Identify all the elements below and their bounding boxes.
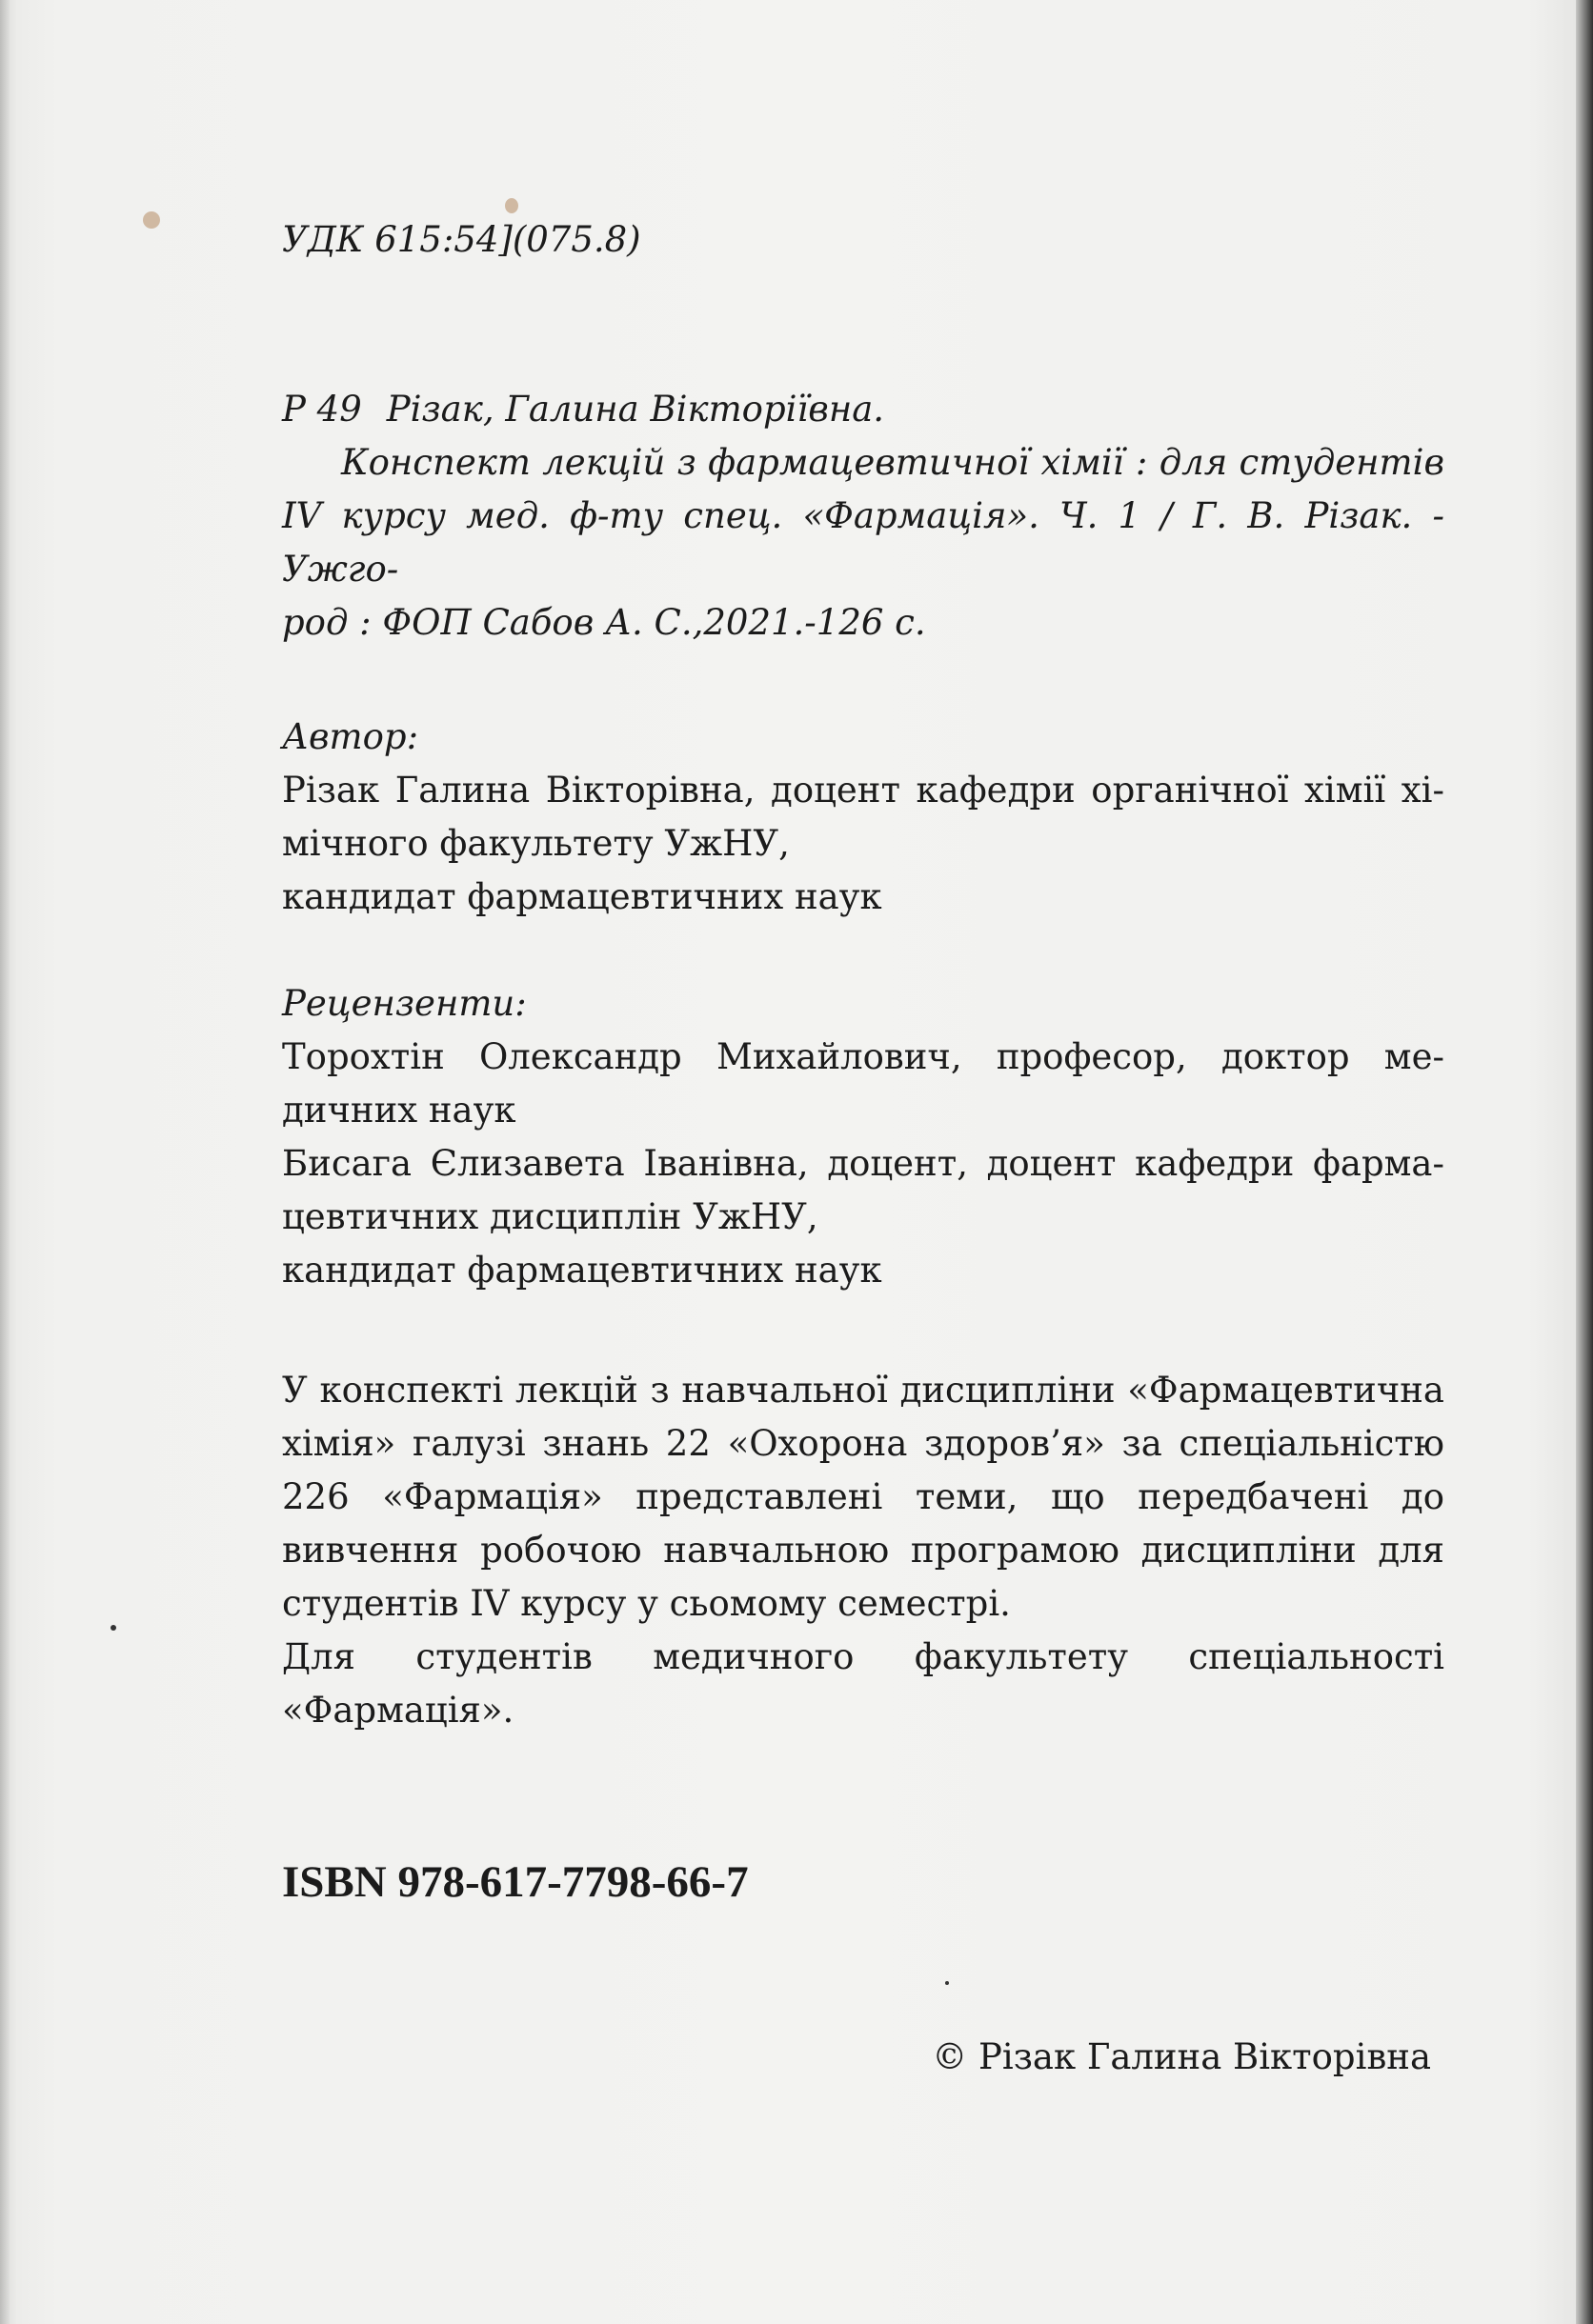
- paper-stain: [143, 211, 160, 229]
- reviewer-line: кандидат фармацевтичних наук: [282, 1250, 882, 1291]
- bibliographic-description-line: Конспект лекцій з фармацевтичної хімії : для студентів: [341, 442, 1444, 483]
- author-heading-label: Автор:: [282, 716, 419, 757]
- scan-edge-left: [0, 0, 10, 2324]
- reviewers-section: [282, 977, 1444, 1297]
- isbn-text: ISBN 978-617-7798-66-7: [282, 1857, 749, 1907]
- annotation-line: Для студентів медичного факультету спеціальності: [282, 1636, 1444, 1677]
- annotation-line: хімія» галузі знань 22 «Охорона здоров’я» за спеціальністю: [282, 1423, 1444, 1464]
- author-line: мічного факультету УжНУ,: [282, 823, 790, 864]
- paper-speck: [945, 1981, 949, 1985]
- reviewer-line: Бисага Єлизавета Іванівна, доцент, доцент кафедри фарма-: [282, 1143, 1444, 1184]
- bibliographic-description-line: род : ФОП Сабов А. С.,2021.-126 с.: [282, 602, 926, 643]
- bibliographic-description-line: IV курсу мед. ф-ту спец. «Фармація». Ч. 1 / Г. В. Різак. - Ужго-: [282, 495, 1444, 590]
- bibliographic-heading: [282, 383, 1444, 436]
- scan-edge-right: [1576, 0, 1593, 2324]
- annotation-line: «Фармація».: [282, 1690, 514, 1731]
- reviewer-line: цевтичних дисциплін УжНУ,: [282, 1196, 818, 1237]
- reviewers-heading-label: Рецензенти:: [282, 983, 527, 1024]
- reviewer-line: Торохтін Олександр Михайлович, професор, доктор ме-: [282, 1036, 1444, 1077]
- udk-classification: [282, 213, 1444, 267]
- annotation-line: студентів IV курсу у сьомому семестрі.: [282, 1583, 1011, 1624]
- annotation-line: 226 «Фармація» представлені теми, що передбачені до: [282, 1476, 1444, 1517]
- library-index: Р 49: [282, 389, 362, 430]
- author-line: Різак Галина Вікторівна, доцент кафедри органічної хімії хі-: [282, 770, 1444, 811]
- author-line: кандидат фармацевтичних наук: [282, 876, 882, 917]
- isbn-number: [282, 1853, 1444, 1911]
- annotation-section: [282, 1364, 1444, 1737]
- author-section: [282, 711, 1444, 924]
- paper-stain: [505, 198, 518, 213]
- paper-speck: [111, 1625, 116, 1631]
- annotation-line: У конспекті лекцій з навчальної дисципліни «Фармацевтична: [282, 1370, 1444, 1411]
- annotation-line: вивчення робочою навчальною програмою дисципліни для: [282, 1530, 1444, 1571]
- udk-text: УДК 615:54](075.8): [282, 219, 641, 260]
- reviewer-line: дичних наук: [282, 1090, 516, 1131]
- copyright-notice: © Різак Галина Вікторівна: [932, 2036, 1431, 2077]
- bibliographic-record: [282, 383, 1444, 650]
- author-heading: Різак, Галина Вікторіївна.: [386, 389, 885, 430]
